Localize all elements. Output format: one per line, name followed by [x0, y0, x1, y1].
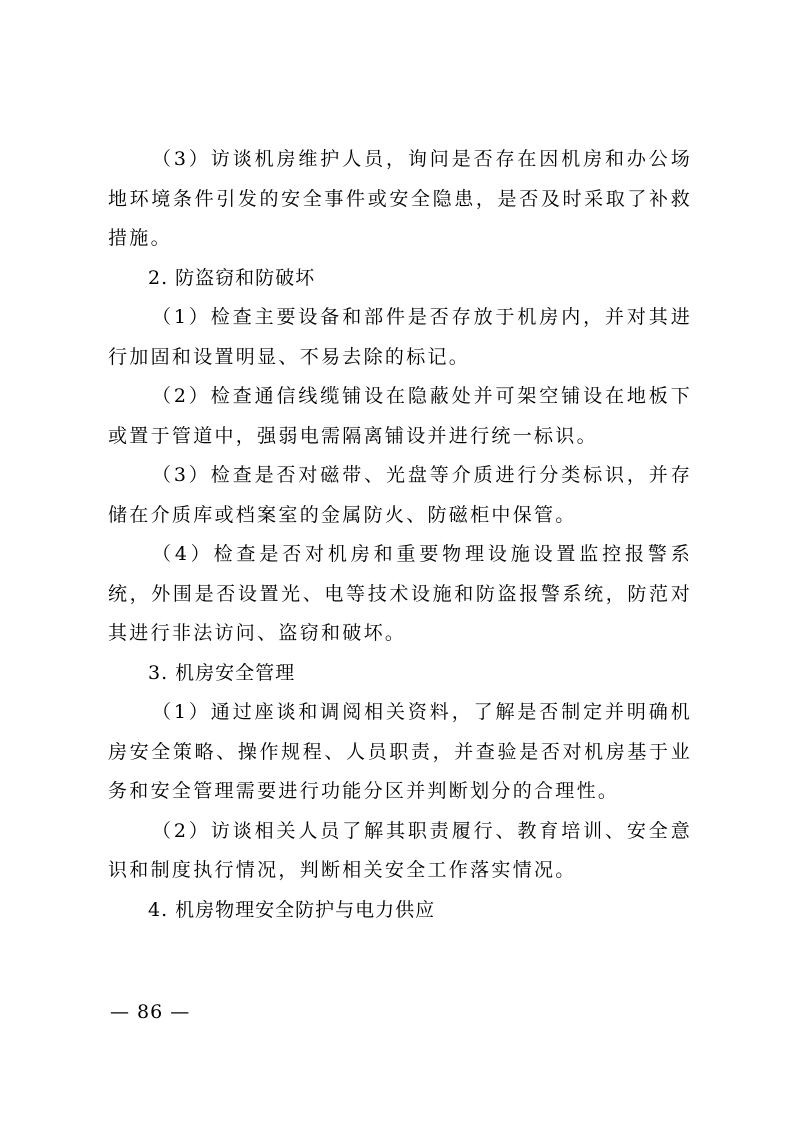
section-heading-anti-theft: 2. 防盗窃和防破坏	[148, 266, 316, 289]
paragraph-1-review-policies: （1）通过座谈和调阅相关资料，了解是否制定并明确机房安全策略、操作规程、人员职责，并查验是否对机房基于业务和安全管理需要进行功能分区并判断划分的合理性。	[108, 701, 692, 802]
paragraph-2-interview-staff: （2）访谈相关人员了解其职责履行、教育培训、安全意识和制度执行情况，判断相关安全工作落实情况。	[108, 819, 692, 881]
paragraph-3-interview-maintenance: （3）访谈机房维护人员，询问是否存在因机房和办公场地环境条件引发的安全事件或安全隐患，是否及时采取了补救措施。	[108, 148, 692, 249]
section-heading-physical-security-power: 4. 机房物理安全防护与电力供应	[148, 898, 436, 921]
paragraph-2-check-cables: （2）检查通信线缆铺设在隐蔽处并可架空铺设在地板下或置于管道中，强弱电需隔离铺设并进行统一标识。	[108, 385, 692, 447]
paragraph-3-check-media: （3）检查是否对磁带、光盘等介质进行分类标识，并存储在介质库或档案室的金属防火、防磁柜中保管。	[108, 464, 692, 526]
body-text	[108, 140, 692, 930]
section-heading-room-management: 3. 机房安全管理	[148, 661, 296, 684]
paragraph-4-check-monitoring: （4）检查是否对机房和重要物理设施设置监控报警系统，外围是否设置光、电等技术设施和防盗报警系统，防范对其进行非法访问、盗窃和破坏。	[108, 543, 692, 644]
paragraph-1-check-equipment: （1）检查主要设备和部件是否存放于机房内，并对其进行加固和设置明显、不易去除的标记。	[108, 306, 692, 368]
page-number: — 86 —	[110, 1001, 191, 1023]
